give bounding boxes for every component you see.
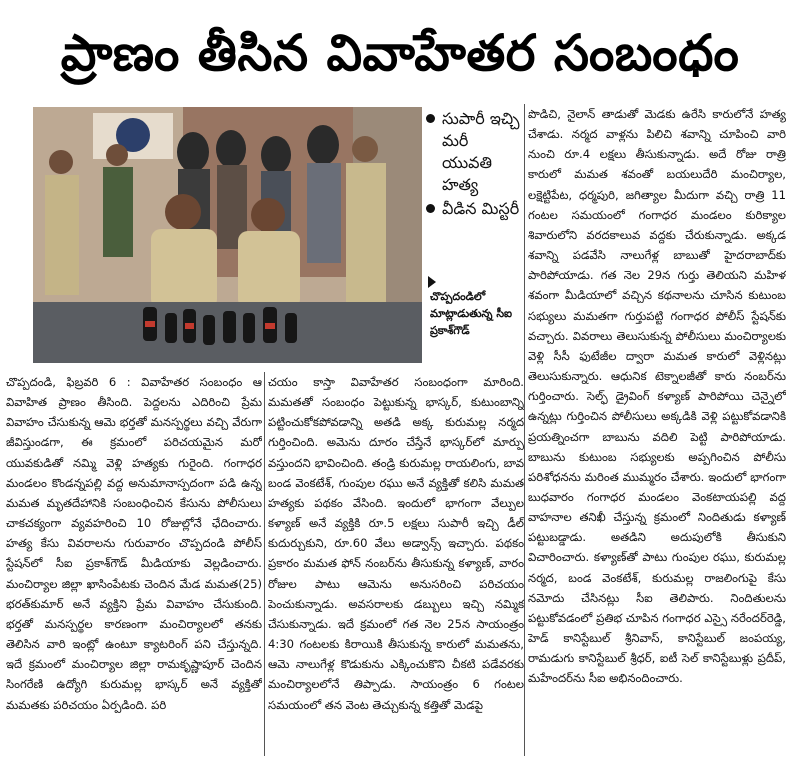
article-paragraph: చయం కాస్తా వివాహేతర సంబంధంగా మారింది. మమతతో సంబంధం పెట్టుకున్న భాస్కర్, కుటుంబాన్ని పట్టించుకోకపోవడాన్ని అతడి అక్క కురుమల్ల నర్మద గుర్తించింది. అమెను దూరం చేస్తేనే భాస్కర్‌లో మార్పు వస్తుందని భావించింది. తండ్రి కురుమల్ల రాయలింగు, బావ బండ వెంకటేశ్, గుంపుల రఘు అనే వ్యక్తితో కలిసి మమత హత్యకు పథకం వేసింది. ఇందులో భాగంగా వేల్పుల కళ్యాణ్ అనే వ్యక్తికి రూ.5 లక్షలు సుపారీ ఇచ్చి డీల్ కుదుర్చుకుని, రూ.60 వేలు అడ్వాన్స్ ఇచ్చారు. పథకం ప్రకారం మమత ఫోన్ నంబర్‌ను తీసుకున్న కళ్యాణ్, వారం రోజుల పాటు ఆమెను అనుసరించి పరిచయం పెంచుకున్నాడు. అవసరాలకు డబ్బులు ఇచ్చి నమ్మిక చేసుకున్నాడు. ఇదే క్రమంలో గత నెల 25న సాయంత్రం 4:30 గంటలకు కిరాయికి తీసుకున్న కారులో మమతను, ఆమె నాలుగేళ్ల కొడుకును ఎక్కించుకొని చీకటి పడేవరకు మంచిర్యాలలోనే తిప్పాడు. సాయంత్రం 6 గంటల సమయంలో తన వెంట తెచ్చుకున్న కత్తితో మెడపై — [268, 375, 524, 712]
highlight-bullet — [426, 198, 522, 220]
bullet-dot-icon — [426, 204, 435, 213]
press-meet-photo — [33, 107, 422, 363]
press-meet-illustration — [33, 107, 422, 363]
headline: ప్రాణం తీసిన వివాహేతర సంబంధం — [60, 24, 740, 82]
article-column-3 — [528, 104, 786, 756]
highlight-bullet — [426, 108, 522, 196]
article-paragraph: పొడిచి, నైలాన్ తాడుతో మెడకు ఉరేసి కారులోనే హత్య చేశాడు. నర్మద వాళ్లను పిలిచి శవాన్ని చూపించి వారి నుంచి రూ.4 లక్షలు తీసుకున్నాడు. అదే రోజు రాత్రి కారులో మమత శవంతో బయలుదేరి మంచిర్యాల, లక్షెట్టిపేట, ధర్మపురి, జగిత్యాల మీదుగా వచ్చి రాత్రి 11 గంటల సమయంలో గంగాధర మండలం కురిక్యాల శివారులోని వరదకాలువ వద్దకు చేరుకున్నాడు. అక్కడ శవాన్ని పడవేసి నాలుగేళ్ల బాబుతో హైదరాబాద్‌కు పారిపోయాడు. గత నెల 29న గుర్తు తెలియని మహిళ శవంగా మీడియాలో వచ్చిన కథనాలను చూసిన కుటుంబ సభ్యులు మమతగా గుర్తుపట్టి గంగాధర పోలీస్ స్టేషన్‌కు వచ్చారు. వివరాలు తెలుసుకున్న పోలీసులు మంచిర్యాలకు వెళ్లి సీసీ ఫుటేజీల ద్వారా మమత కారులో వెళ్లినట్లు తెలుసుకున్నారు. ఆధునిక టెక్నాలజీతో కారు నంబర్‌ను గుర్తించారు. సెల్ఫ్ డ్రైవింగ్ కళ్యాణ్ పారిపోయి చెన్నైలో ఉన్నట్లు గుర్తించిన పోలీసులు అక్కడికి వెళ్లి పట్టుకోవడానికి ప్రయత్నించగా బాబును వదిలి పెట్టి పారిపోయాడు. బాబును కుటుంబ సభ్యులకు అప్పగించిన పోలీసు పరిశోధనను మరింత ముమ్మరం చేశారు. ఇందులో భాగంగా బుధవారం గంగాధర మండలం వెంకటాయపల్లి వద్ద వాహనాల తనిఖీ చేస్తున్న క్రమంలో నిందితుడు కళ్యాణ్ పట్టుబడ్డాడు. అతడిని అదుపులోకి తీసుకుని విచారించారు. కళ్యాణ్‌తో పాటు గుంపుల రఘు, కురుమల్ల నర్మద, బండ వెంకటేశ్, కురుమల్ల రాజలింగుపై కేసు నమోదు చేసినట్లు సీఐ తెలిపారు. నిందితులను పట్టుకోవడంలో ప్రతిభ చూపిన గంగాధర ఎస్సై నరేందర్‌రెడ్డి, హెడ్ కానిస్టేబుల్ శ్రీనివాస్, కానిస్టేబుల్ జంపయ్య, రామడుగు కానిస్టేబుల్ శ్రీధర్, ఐటీ సెల్ కానిస్టేబుళ్లు ప్రదీప్, మహేందర్‌ను సీఐ అభినందించారు. — [528, 107, 786, 686]
article-column-1 — [6, 372, 262, 757]
highlight-bullets — [426, 108, 522, 286]
highlight-text: సుపారీ ఇచ్చి మరీ యువతి హత్య — [442, 109, 520, 194]
article-column-2 — [268, 372, 524, 757]
photo-caption: చొప్పదండిలో మాట్లాడుతున్న సీఐ ప్రకాశ్‌గౌడ్ — [430, 290, 513, 337]
column-rule — [264, 372, 265, 756]
highlight-text: వీడిన మిస్టరీ — [442, 199, 520, 218]
bullet-dot-icon — [426, 114, 435, 123]
column-rule — [524, 104, 525, 756]
article-paragraph: చొప్పదండి, ఫిబ్రవరి 6 : వివాహేతర సంబంధం ఆ వివాహిత ప్రాణం తీసింది. పెద్దలను ఎదిరించి ప్రేమ వివాహం చేసుకున్న ఆమె భర్తతో మనస్పర్థలు వచ్చి వేరుగా జీవిస్తుండగా, ఈ క్రమంలో పరిచయమైన మరో యువకుడితో నమ్మి వెళ్లి హత్యకు గురైంది. గంగాధర మండలం కొండన్నపల్లి వద్ద అనుమానాస్పదంగా పడి ఉన్న మమత మృతదేహానికి సంబంధించిన కేసును పోలీసులు చాకచక్యంగా వ్యవహరించి 10 రోజుల్లోనే ఛేదించారు. హత్య కేసు వివరాలను గురువారం చొప్పదండి పోలీస్ స్టేషన్‌లో సీఐ ప్రకాశ్‌గౌడ్ మీడియాకు వెల్లడించారు. మంచిర్యాల జిల్లా ఖాసింపేటకు చెందిన మేడ మమత(25) భరత్‌కుమార్ అనే వ్యక్తిని ప్రేమ వివాహం చేసుకుంది. భర్తతో మనస్పర్థల కారణంగా మంచిర్యాలలో తనకు తెలిసిన వారి ఇంట్లో ఉంటూ క్యాటరింగ్ పని చేస్తున్నది. ఇదే క్రమంలో మంచిర్యాల జిల్లా రామకృష్ణాపూర్ చెందిన సింగరేణి ఉద్యోగి కురుమల్ల భాస్కర్ అనే వ్యక్తితో మమతకు పరిచయం ఏర్పడింది. పరి — [6, 375, 262, 712]
